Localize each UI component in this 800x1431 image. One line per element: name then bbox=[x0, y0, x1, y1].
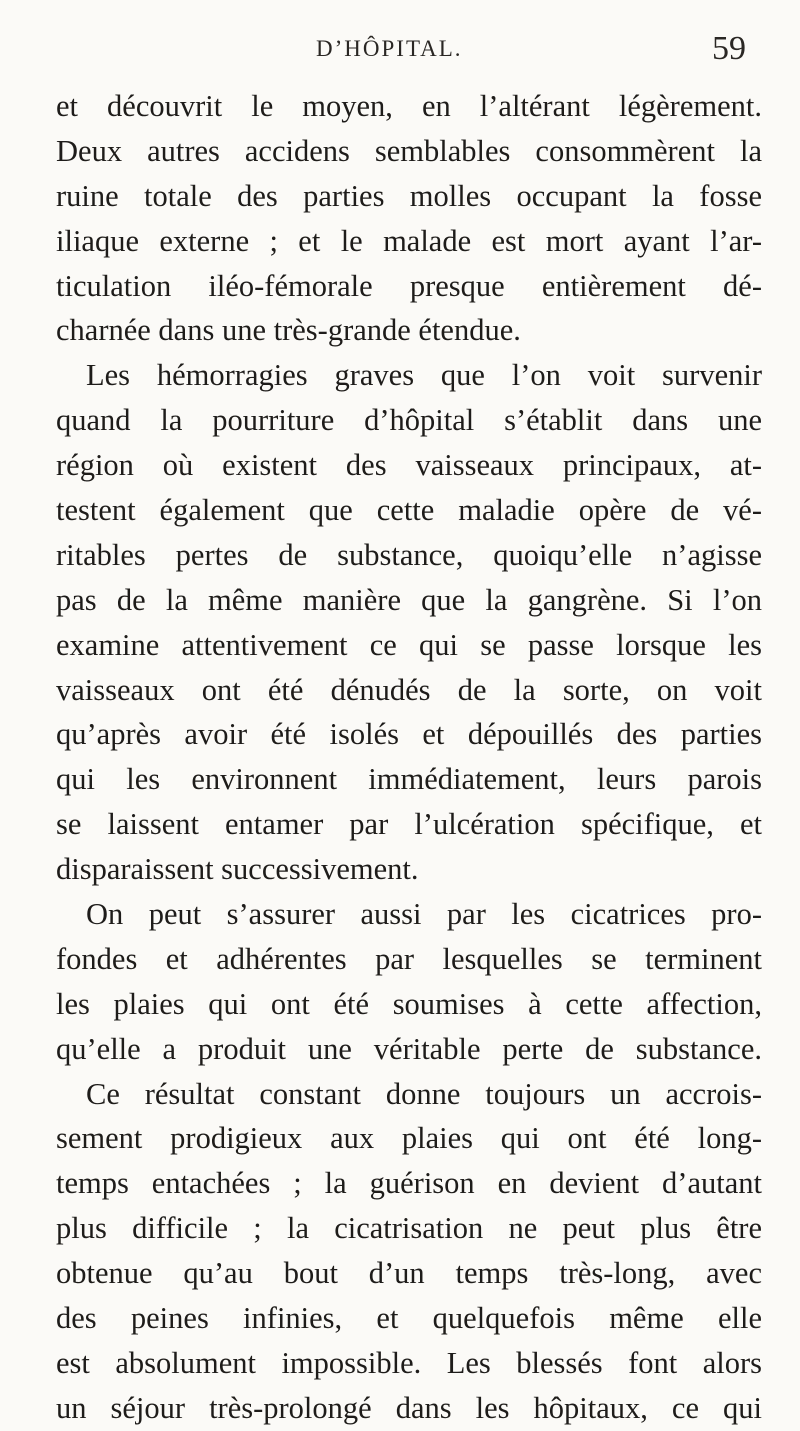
text-line: un séjour très-prolongé dans les hôpitaux, ce qui bbox=[56, 1390, 762, 1425]
text-line: iliaque externe ; et le malade est mort ayant l’ar- bbox=[56, 223, 762, 258]
text-line: des peines infinies, et quelquefois même elle bbox=[56, 1301, 762, 1336]
running-title: D’HÔPITAL. bbox=[316, 36, 463, 61]
text-line: sement prodigieux aux plaies qui ont été long- bbox=[56, 1121, 762, 1156]
text-line: se laissent entamer par l’ulcération spécifique, et bbox=[56, 807, 762, 842]
body-text bbox=[56, 84, 762, 1431]
text-line: disparaissent successivement. bbox=[56, 852, 419, 887]
text-line: qui les environnent immédiatement, leurs parois bbox=[56, 762, 762, 797]
text-line: vaisseaux ont été dénudés de la sorte, on voit bbox=[56, 672, 762, 707]
text-line: et découvrit le moyen, en l’altérant légèrement. bbox=[56, 89, 762, 123]
text-line: les plaies qui ont été soumises à cette affection, bbox=[56, 986, 762, 1021]
text-line: plus difficile ; la cicatrisation ne peut plus être bbox=[56, 1211, 762, 1246]
text-line: On peut s’assurer aussi par les cicatrices pro- bbox=[86, 897, 762, 932]
text-line: qu’elle a produit une véritable perte de substance. bbox=[56, 1031, 762, 1066]
text-line: quand la pourriture d’hôpital s’établit dans une bbox=[56, 403, 762, 438]
text-line: Les hémorragies graves que l’on voit survenir bbox=[86, 358, 762, 393]
text-line: pas de la même manière que la gangrène. Si l’on bbox=[56, 582, 762, 617]
text-line: ruine totale des parties molles occupant la fosse bbox=[56, 178, 762, 213]
page-number: 59 bbox=[712, 30, 746, 67]
text-line: charnée dans une très-grande étendue. bbox=[56, 313, 521, 348]
text-line: obtenue qu’au bout d’un temps très-long, avec bbox=[56, 1256, 762, 1291]
text-line: fondes et adhérentes par lesquelles se terminent bbox=[56, 941, 762, 976]
text-line: temps entachées ; la guérison en devient d’autant bbox=[56, 1166, 762, 1201]
text-line: région où existent des vaisseaux principaux, at- bbox=[56, 448, 762, 483]
text-line: testent également que cette maladie opère de vé- bbox=[56, 493, 762, 528]
text-line: examine attentivement ce qui se passe lorsque les bbox=[56, 627, 762, 662]
running-header bbox=[0, 28, 800, 68]
text-line: ticulation iléo-fémorale presque entièrement dé- bbox=[56, 268, 762, 303]
text-line: Ce résultat constant donne toujours un accrois- bbox=[86, 1076, 762, 1111]
text-line: qu’après avoir été isolés et dépouillés des parties bbox=[56, 717, 762, 752]
text-line: Deux autres accidens semblables consommèrent la bbox=[56, 133, 762, 168]
text-line: ritables pertes de substance, quoiqu’elle n’agisse bbox=[56, 537, 762, 572]
text-line: est absolument impossible. Les blessés font alors bbox=[56, 1345, 762, 1380]
